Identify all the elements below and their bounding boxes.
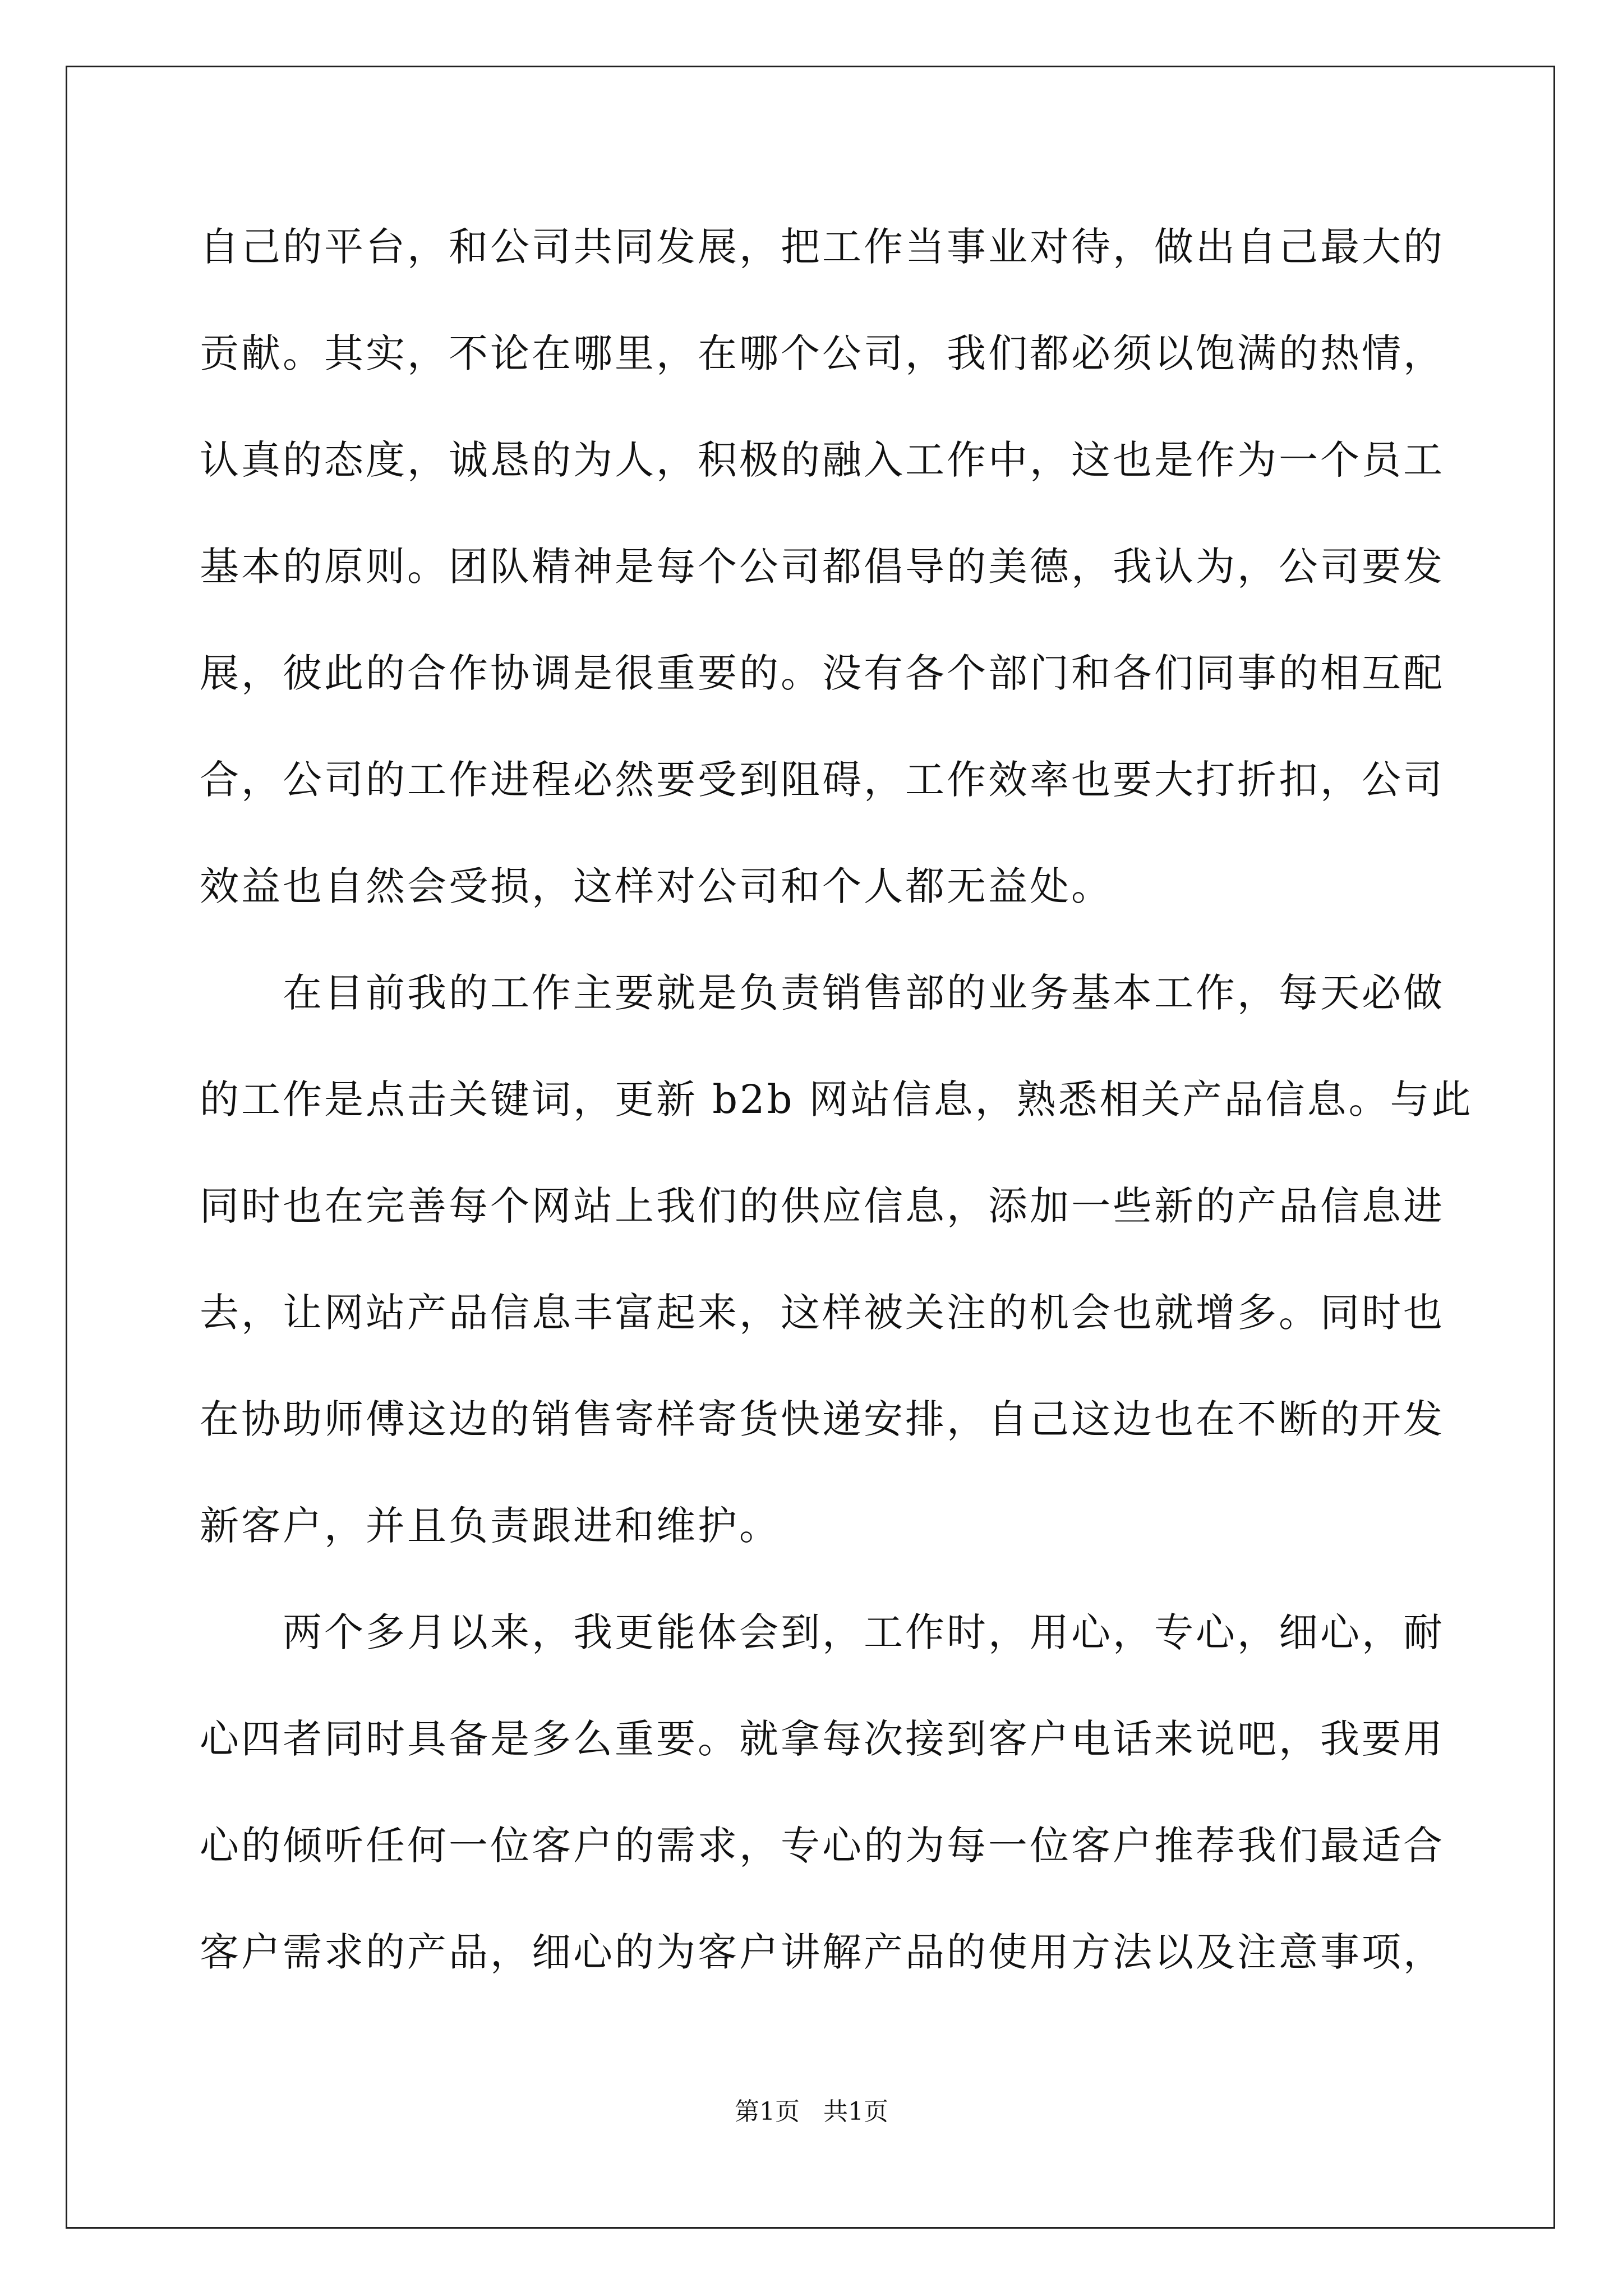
text-line: 展，彼此的合作协调是很重要的。没有各个部门和各们同事的相互配 [200, 650, 1445, 696]
text-line: 两个多月以来，我更能体会到，工作时，用心，专心，细心，耐 [200, 1609, 1445, 1655]
body-text [200, 213, 1473, 2025]
text-line: 心的倾听任何一位客户的需求，专心的为每一位客户推荐我们最适合 [200, 1823, 1445, 1869]
text-line: 合，公司的工作进程必然要受到阻碍，工作效率也要大打折扣，公司 [200, 757, 1445, 803]
text-line: 自己的平台，和公司共同发展，把工作当事业对待，做出自己最大的 [200, 224, 1445, 270]
text-line: 去，让网站产品信息丰富起来，这样被关注的机会也就增多。同时也 [200, 1290, 1445, 1336]
text-line: 新客户，并且负责跟进和维护。 [200, 1503, 781, 1549]
text-line: 基本的原则。团队精神是每个公司都倡导的美德，我认为，公司要发 [200, 544, 1445, 590]
text-line: 认真的态度，诚恳的为人，积极的融入工作中，这也是作为一个员工 [200, 437, 1445, 483]
text-line: 在协助师傅这边的销售寄样寄货快递安排，自己这边也在不断的开发 [200, 1396, 1445, 1442]
text-line: 在目前我的工作主要就是负责销售部的业务基本工作，每天必做 [200, 970, 1445, 1016]
text-line: 心四者同时具备是多么重要。就拿每次接到客户电话来说吧，我要用 [200, 1716, 1445, 1762]
text-line: 效益也自然会受损，这样对公司和个人都无益处。 [200, 863, 1113, 909]
text-line: 同时也在完善每个网站上我们的供应信息，添加一些新的产品信息进 [200, 1183, 1445, 1229]
text-line: 客户需求的产品，细心的为客户讲解产品的使用方法以及注意事项， [200, 1929, 1445, 1975]
text-line: 贡献。其实，不论在哪里，在哪个公司，我们都必须以饱满的热情， [200, 330, 1445, 376]
text-line: 的工作是点击关键词，更新 b2b 网站信息，熟悉相关产品信息。与此 [200, 1076, 1473, 1122]
page-footer: 第1页 共1页 [735, 2097, 888, 2126]
